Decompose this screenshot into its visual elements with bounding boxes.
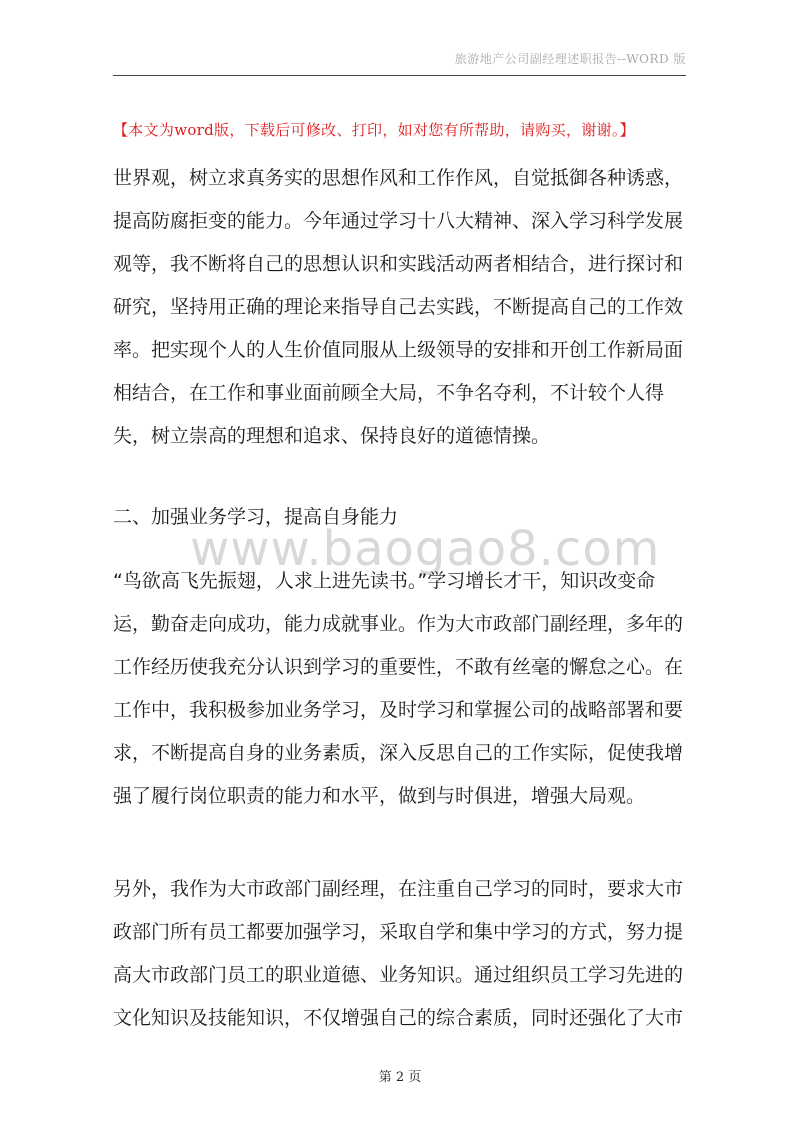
- paragraph-team-learning: 另外，我作为大市政部门副经理，在注重自己学习的同时，要求大市政部门所有员工都要加强学习，采取自学和集中学习的方式，努力提高大市政部门员工的职业道德、业务知识。通过组织员工学习先进的文化知识及技能知识，不仅增强自己的综合素质，同时还强化了大市: [113, 878, 684, 1029]
- paragraph-ethics: 世界观，树立求真务实的思想作风和工作作风，自觉抵御各种诱惑，提高防腐拒变的能力。今年通过学习十八大精神、深入学习科学发展观等，我不断将自己的思想认识和实践活动两者相结合，进行探讨和研究，坚持用正确的理论来指导自己去实践，不断提高自己的工作效率。把实现个人的人生价值同服从上级领导的安排和开创工作新局面相结合，在工作和事业面前顾全大局，不争名夺利，不计较个人得失，树立崇高的理想和追求、保持良好的道德情操。: [113, 167, 684, 447]
- section-heading: 二、加强业务学习，提高自身能力: [113, 506, 399, 528]
- purchase-notice: 【本文为word版，下载后可修改、打印，如对您有所帮助，请购买，谢谢。】: [113, 121, 635, 139]
- page-number: 第 2 页: [378, 1070, 422, 1085]
- header-divider: [113, 75, 686, 76]
- paragraph-learning: “鸟欲高飞先振翅，人求上进先读书。”学习增长才干，知识改变命运，勤奋走向成功，能力成就事业。作为大市政部门副经理，多年的工作经历使我充分认识到学习的重要性，不敢有丝毫的懈怠之心。在工作中，我积极参加业务学习，及时学习和掌握公司的战略部署和要求，不断提高自身的业务素质，深入反思自己的工作实际，促使我增强了履行岗位职责的能力和水平，做到与时俱进，增强大局观。: [113, 570, 684, 807]
- watermark: www.baogao8.com: [190, 521, 661, 577]
- document-header-title: 旅游地产公司副经理述职报告--WORD 版: [454, 52, 686, 66]
